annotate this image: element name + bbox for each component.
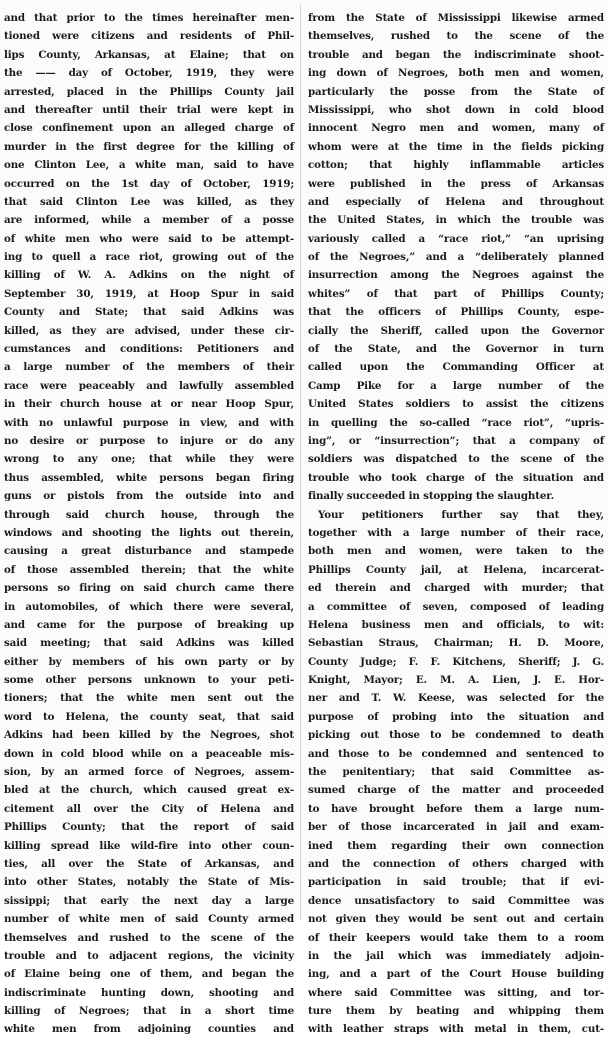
text-line: of white men who were said to be attempt- [4, 232, 294, 245]
text-line: cially the Sheriff, called upon the Governor [308, 324, 604, 337]
text-line: trouble and to adjacent regions, the vicinity [4, 949, 294, 962]
text-line: called upon the Commanding Officer at [308, 361, 604, 374]
text-line: cotton; that highly inflammable articles [308, 159, 604, 172]
text-line: close confinement upon an alleged charge of [4, 122, 294, 135]
text-line: Camp Pike for a large number of the [308, 379, 604, 392]
text-line: some other persons unknown to your peti- [4, 674, 294, 687]
text-line: were published in the press of Arkansas [308, 177, 604, 190]
text-line: County and State; that said Adkins was [4, 306, 294, 319]
text-line: either by members of his own party or by [4, 655, 294, 668]
text-line: of the Negroes,” and a “deliberately planned [308, 251, 604, 264]
text-line: guns or pistols from the outside into and [4, 490, 294, 503]
text-line: that the officers of Phillips County, espe- [308, 306, 604, 319]
text-line: the —— day of October, 1919, they were [4, 67, 294, 80]
text-line: sissippi; that early the next day a large [4, 894, 294, 907]
text-line: particularly the posse from the State of [308, 85, 604, 98]
text-line: through said church house, through the [4, 508, 294, 521]
text-line: sumed charge of the matter and proceeded [308, 784, 604, 797]
text-line: ber of those incarcerated in jail and exam- [308, 821, 604, 834]
text-line: one Clinton Lee, a white man, said to have [4, 159, 294, 172]
text-line: white men from adjoining counties and [4, 1023, 294, 1036]
text-line: ner and T. W. Keese, was selected for the [308, 692, 604, 705]
text-line: Mississippi, who shot down in cold blood [308, 103, 604, 116]
text-line: bled at the church, which caused great ex- [4, 784, 294, 797]
text-line: participation in said trouble; that if evi- [308, 876, 604, 889]
text-line: innocent Negro men and women, many of [308, 122, 604, 135]
text-line: Phillips County; that the report of said [4, 821, 294, 834]
text-line: a large number of the members of their [4, 361, 294, 374]
text-line: and those to be condemned and sentenced to [308, 747, 604, 760]
text-line: Adkins had been killed by the Negroes, shot [4, 729, 294, 742]
text-line: insurrection among the Negroes against the [308, 269, 604, 282]
text-line: killing of Negroes; that in a short time [4, 1005, 294, 1018]
text-line: to have brought before them a large num- [308, 802, 604, 815]
text-line: ing down of Negroes, both men and women, [308, 67, 604, 80]
text-line: ing to quell a race riot, growing out of the [4, 251, 294, 264]
text-line: wrong to any one; that while they were [4, 453, 294, 466]
text-line: occurred on the 1st day of October, 1919; [4, 177, 294, 190]
text-line: themselves, rushed to the scene of the [308, 30, 604, 43]
text-line: ed therein and charged with murder; that [308, 582, 604, 595]
text-line: where said Committee was sitting, and tor- [308, 986, 604, 999]
text-line: that said Clinton Lee was killed, as they [4, 195, 294, 208]
text-line: the United States, in which the trouble was [308, 214, 604, 227]
text-line: both men and women, were taken to the [308, 545, 604, 558]
text-line: in automobiles, of which there were several, [4, 600, 294, 613]
text-line: the penitentiary; that said Committee as- [308, 766, 604, 779]
text-line: and the connection of others charged with [308, 857, 604, 870]
column-divider [300, 4, 301, 920]
text-line: finally succeeded in stopping the slaughter. [308, 490, 555, 503]
text-line: citement all over the City of Helena and [4, 802, 294, 815]
text-line: Your petitioners further say that they, [318, 508, 604, 521]
text-line: indiscriminate hunting down, shooting and [4, 986, 294, 999]
right-text-column [308, 9, 604, 1036]
text-line: soldiers was dispatched to the scene of the [308, 453, 604, 466]
text-line: Helena business men and officials, to wit: [308, 618, 604, 631]
text-line: trouble and began the indiscriminate shoot- [308, 48, 604, 61]
text-line: not given they would be sent out and certain [308, 913, 604, 926]
text-line: no desire or purpose to injure or do any [4, 434, 294, 447]
text-line: whom were at the time in the fields picking [308, 140, 604, 153]
text-line: ing, and a part of the Court House building [308, 968, 604, 981]
text-line: arrested, placed in the Phillips County jail [4, 85, 294, 98]
text-line: themselves and rushed to the scene of the [4, 931, 294, 944]
text-line: windows and shooting the lights out therein, [4, 526, 294, 539]
text-line: in the jail which was immediately adjoin- [308, 949, 604, 962]
text-line: into other States, notably the State of Mis- [4, 876, 294, 889]
text-line: Knight, Mayor; E. M. A. Lien, J. E. Hor- [308, 674, 604, 687]
text-line: trouble who took charge of the situation and [308, 471, 604, 484]
text-line: and thereafter until their trial were kept in [4, 103, 294, 116]
text-line: cumstances and conditions: Petitioners and [4, 343, 294, 356]
text-line: persons so firing on said church came there [4, 582, 294, 595]
text-line: and that prior to the times hereinafter men- [4, 12, 294, 24]
text-line: and came for the purpose of breaking up [4, 618, 294, 631]
text-line: killing of W. A. Adkins on the night of [4, 269, 294, 282]
text-line: with no unlawful purpose in view, and with [4, 416, 294, 429]
text-line: Sebastian Straus, Chairman; H. D. Moore, [308, 637, 604, 650]
text-line: lips County, Arkansas, at Elaine; that on [4, 48, 294, 61]
text-line: and especially of Helena and throughout [308, 195, 604, 208]
left-text-column [4, 9, 294, 1036]
text-line: from the State of Mississippi likewise armed [308, 12, 604, 24]
text-line: together with a large number of their race, [308, 526, 604, 539]
text-line: are informed, while a member of a posse [4, 214, 294, 227]
text-line: purpose of probing into the situation and [308, 710, 604, 723]
text-line: ined them regarding their own connection [308, 839, 604, 852]
text-line: whites” of that part of Phillips County; [308, 287, 604, 300]
text-line: of those assembled therein; that the white [4, 563, 294, 576]
text-line: sion, by an armed force of Negroes, assem- [4, 766, 294, 779]
text-line: a committee of seven, composed of leading [308, 600, 604, 613]
text-line: number of white men of said County armed [4, 913, 294, 926]
text-line: County Judge; F. F. Kitchens, Sheriff; J. G. [308, 655, 604, 668]
text-line: of their keepers would take them to a room [308, 931, 604, 944]
text-line: in quelling the so-called “race riot”, “upris- [308, 416, 604, 429]
text-line: ture them by beating and whipping them [308, 1005, 604, 1018]
text-line: September 30, 1919, at Hoop Spur in said [4, 287, 294, 300]
text-line: race were peaceably and lawfully assembled [4, 379, 294, 392]
text-line: variously called a “race riot,” “an uprising [308, 232, 604, 245]
text-line: tioners; that the white men sent out the [4, 692, 294, 705]
text-line: tioned were citizens and residents of Phil- [4, 30, 294, 43]
text-line: Phillips County jail, at Helena, incarcerat- [308, 563, 604, 576]
text-line: ties, all over the State of Arkansas, and [4, 857, 294, 870]
text-line: murder in the first degree for the killing of [4, 140, 294, 153]
text-line: word to Helena, the county seat, that said [4, 710, 294, 723]
text-line: down in cold blood while on a peaceable mis- [4, 747, 294, 760]
text-line: with leather straps with metal in them, cut- [308, 1023, 604, 1036]
text-line: picking out those to be condemned to death [308, 729, 604, 742]
text-line: causing a great disturbance and stampede [4, 545, 294, 558]
text-line: killed, as they are advised, under these cir- [4, 324, 294, 337]
text-line: in their church house at or near Hoop Spur, [4, 398, 294, 411]
text-line: dence unsatisfactory to said Committee was [308, 894, 604, 907]
text-line: of the State, and the Governor in turn [308, 343, 604, 356]
text-line: ing”, or “insurrection”; that a company of [308, 434, 604, 447]
text-line: of Elaine being one of them, and began the [4, 968, 294, 981]
text-line: said meeting; that said Adkins was killed [4, 637, 294, 650]
text-line: thus assembled, white persons began firing [4, 471, 294, 484]
text-line: killing spread like wild-fire into other coun- [4, 839, 294, 852]
text-line: United States soldiers to assist the citizens [308, 398, 604, 411]
